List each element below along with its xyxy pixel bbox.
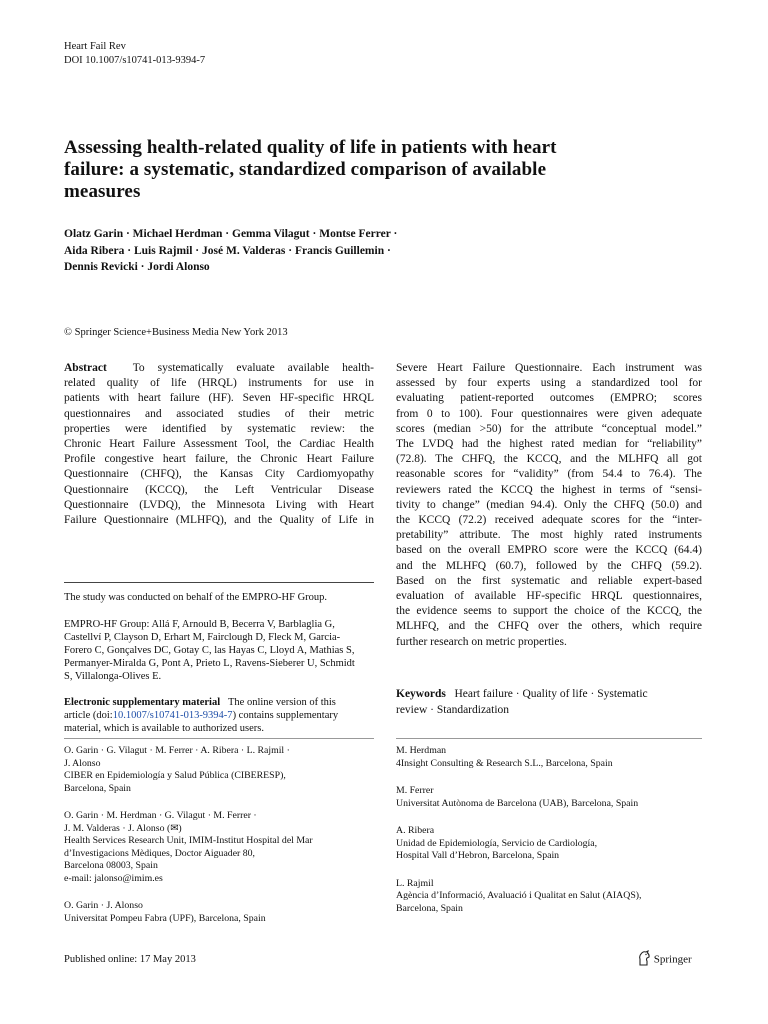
affiliation-block <box>396 745 702 770</box>
abstract-right-column <box>396 361 702 650</box>
affiliation-line: Universitat Pompeu Fabra (UPF), Barcelona, Spain <box>64 912 266 924</box>
affiliation-block <box>64 900 374 925</box>
affiliation-line: O. Garin · M. Herdman · G. Vilagut · M. Ferrer · <box>64 810 257 821</box>
affiliation-line: Hospital Vall d’Hebron, Barcelona, Spain <box>396 850 560 861</box>
group-line: EMPRO-HF Group: Allá F, Arnould B, Becerra V, Barblaglia G, <box>64 619 335 630</box>
affiliation-line: J. Alonso <box>64 757 101 769</box>
keywords-line: review · Standardization <box>396 704 510 716</box>
abstract-line: Questionnaire (KCCQ), the Left Ventricular Disease <box>64 483 374 496</box>
affiliation-block <box>64 810 374 885</box>
doi: DOI 10.1007/s10741-013-9394-7 <box>64 55 206 66</box>
affiliation-line: Barcelona 08003, Spain <box>64 860 158 871</box>
title-line: failure: a systematic, standardized comparison of available <box>64 159 547 180</box>
affiliation-block <box>396 785 702 810</box>
title-line: measures <box>64 181 141 202</box>
affiliation-line: M. Ferrer <box>396 785 434 796</box>
footnote-rule <box>64 582 374 583</box>
esm-footnote <box>64 696 374 735</box>
affiliation-line: M. Herdman <box>396 745 447 756</box>
abstract-line: further research on metric properties. <box>396 635 567 648</box>
abstract-line: The LVDQ had the highest rated median for “reliability” <box>396 438 702 451</box>
affiliation-rule-right <box>396 738 702 739</box>
abstract-line: Questionnaire (LVDQ), the Minnesota Living with Heart <box>64 498 374 511</box>
springer-horse-icon <box>637 950 651 969</box>
study-note: The study was conducted on behalf of the EMPRO-HF Group. <box>64 592 328 603</box>
abstract-line: reasonable scores for “validity” (from 54.4 to 76.4). The <box>396 468 702 481</box>
affiliation-line: Health Services Research Unit, IMIM-Institut Hospital del Mar <box>64 835 313 846</box>
affiliation-line: Barcelona, Spain <box>396 902 463 914</box>
esm-label: Electronic supplementary material <box>64 697 221 708</box>
abstract-line: scores (median >50) for the attribute “conceptual model.” <box>396 422 702 435</box>
abstract-label: Abstract <box>64 362 107 374</box>
abstract-line: related quality of life (HRQL) instruments for use in <box>64 377 374 390</box>
affiliation-line: J. M. Valderas · J. Alonso (✉) <box>64 822 182 834</box>
abstract-line: and the MLHFQ (60.7), followed by the CHFQ (59.2). <box>396 559 702 572</box>
affiliation-line: d’Investigacions Mèdiques, Doctor Aiguader 80, <box>64 847 255 859</box>
affiliation-line: 4Insight Consulting & Research S.L., Barcelona, Spain <box>396 757 613 769</box>
group-line: S, Villalonga-Olives E. <box>64 671 162 682</box>
abstract-line: reviewers rated the KCCQ the highest in terms of “sensi- <box>396 483 702 496</box>
abstract-line: evaluation of available HF-specific HRQL questionnaires, <box>396 590 702 603</box>
abstract-line: tivity to change” (median 94.4). Only the CHFQ (50.0) and <box>396 498 702 511</box>
esm-text: material, which is available to authorized users. <box>64 723 265 734</box>
esm-text: The online version of this <box>228 697 336 708</box>
abstract-line: based on the overall EMPRO score were the KCCQ (64.4) <box>396 544 702 557</box>
author-line: Aida Ribera · Luis Rajmil · José M. Valderas · Francis Guillemin · <box>64 244 391 257</box>
paper-title <box>64 137 684 203</box>
abstract-line: pretability” attribute. The most highly rated instruments <box>396 529 702 542</box>
esm-text: ) contains supplementary <box>232 710 339 721</box>
abstract-line: questionnaires and associated studies of their metric <box>64 407 374 420</box>
affiliation-line: Barcelona, Spain <box>64 782 131 794</box>
author-line: Olatz Garin · Michael Herdman · Gemma Vilagut · Montse Ferrer · <box>64 228 398 240</box>
abstract-line: the KCCQ (72.2) received adequate scores for the “inter- <box>396 514 702 527</box>
publisher-logo <box>637 950 692 969</box>
keywords-line: Heart failure · Quality of life · Systematic <box>454 688 648 700</box>
abstract-line: Profile congestive heart failure, the Chronic Heart Failure <box>64 453 374 466</box>
affiliation-line: Universitat Autònoma de Barcelona (UAB), Barcelona, Spain <box>396 797 639 809</box>
esm-doi-link[interactable]: 10.1007/s10741-013-9394-7 <box>112 710 233 721</box>
abstract-line: To systematically evaluate available health- <box>132 362 375 374</box>
affiliation-rule-left <box>64 738 374 739</box>
affiliation-line: Agència d’Informació, Avaluació i Qualitat en Salut (AIAQS), <box>396 890 642 901</box>
abstract-line: Questionnaire (CHFQ), the Kansas City Cardiomyopathy <box>64 468 374 481</box>
email-line[interactable]: e-mail: jalonso@imim.es <box>64 872 163 884</box>
group-line: Permanyer-Miralda G, Pont A, Prieto L, Ravens-Sieberer U, Schmidt <box>64 658 355 669</box>
affiliation-block <box>396 825 702 863</box>
abstract-line: Based on the first systematic and reliable expert-based <box>396 574 702 587</box>
affiliation-line: CIBER en Epidemiología y Salud Pública (CIBERESP), <box>64 770 286 781</box>
affiliation-line: O. Garin · J. Alonso <box>64 900 143 911</box>
author-list <box>64 226 684 276</box>
abstract-line: Severe Heart Failure Questionnaire. Each instrument was <box>396 362 702 374</box>
abstract-line: patients with heart failure (HF). Seven HF-specific HRQL <box>64 392 374 405</box>
affiliation-block <box>396 878 702 916</box>
affiliation-block <box>64 745 374 795</box>
affiliation-line: L. Rajmil <box>396 877 434 889</box>
keywords-label: Keywords <box>396 688 446 700</box>
published-date: Published online: 17 May 2013 <box>64 954 196 965</box>
author-line: Dennis Revicki · Jordi Alonso <box>64 261 210 273</box>
group-line: Castellví P, Clayson D, Erhart M, Fairclough D, Fleck M, Garcia- <box>64 632 341 643</box>
affiliations-right <box>396 745 702 915</box>
publisher-name: Springer <box>653 953 692 966</box>
esm-text: article (doi: <box>64 710 113 721</box>
affiliations-left <box>64 745 374 925</box>
abstract-line: MLHFQ, and the CHFQ over the others, which require <box>396 620 702 633</box>
affiliation-line: O. Garin · G. Vilagut · M. Ferrer · A. Ribera · L. Rajmil · <box>64 745 290 756</box>
affiliation-line: Unidad de Epidemiología, Servicio de Cardiología, <box>396 837 598 849</box>
group-line: Forero C, Gonçalves DC, Gotay C, las Hayas C, Lloyd A, Mathias S, <box>64 645 355 656</box>
group-footnote <box>64 618 374 683</box>
title-line: Assessing health-related quality of life in patients with heart <box>64 137 557 158</box>
journal-name: Heart Fail Rev <box>64 41 126 52</box>
abstract-line: evaluating patient-reported outcomes (EMPRO; scores <box>396 392 702 405</box>
abstract-line: (72.8). The CHFQ, the KCCQ, and the MLHFQ all got <box>396 453 702 466</box>
copyright-notice: © Springer Science+Business Media New York 2013 <box>64 327 288 338</box>
abstract-line: from 0 to 100). Four questionnaires were given adequate <box>396 407 702 420</box>
keywords-block <box>396 686 702 718</box>
abstract-line: the evidence seems to support the choice of the KCCQ, the <box>396 605 702 618</box>
affiliation-line: A. Ribera <box>396 825 435 836</box>
abstract-line: Failure Questionnaire (MLHFQ), and the Quality of Life in <box>64 514 374 527</box>
abstract-line: Chronic Heart Failure Assessment Tool, the Cardiac Health <box>64 438 374 451</box>
abstract-left-column <box>64 361 374 528</box>
abstract-line: properties were identified by systematic review: the <box>64 422 374 435</box>
abstract-line: assessed by four experts using a standardized tool for <box>396 377 702 390</box>
